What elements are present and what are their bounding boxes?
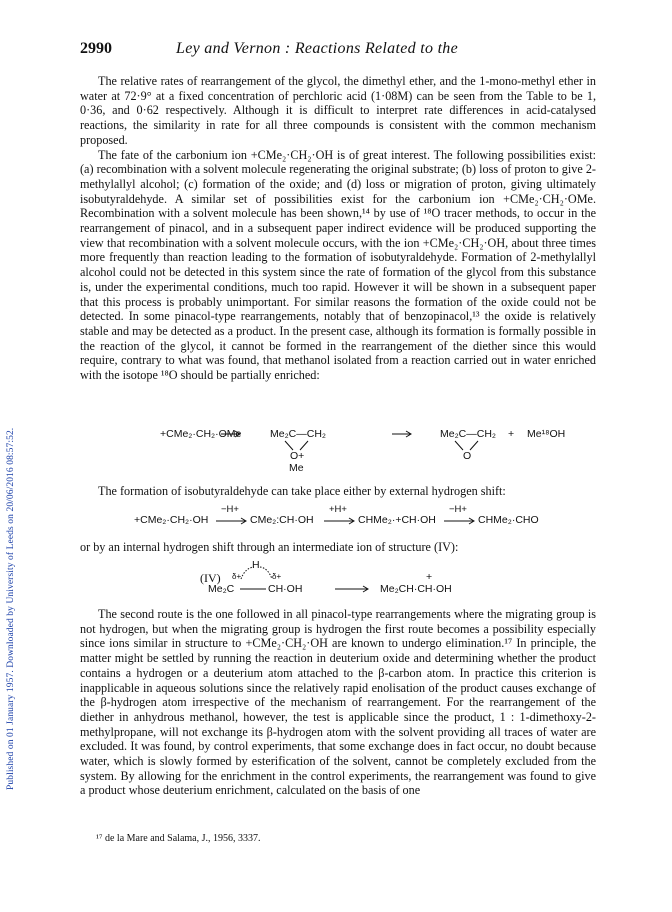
paragraph-external-shift: The formation of isobutyraldehyde can take place either by external hydrogen shift: [98, 484, 506, 498]
scheme-3-right-carbon: CH·OH [268, 583, 303, 595]
scheme-external-hydrogen-shift [80, 504, 596, 534]
paragraph-internal-shift: or by an internal hydrogen shift through an intermediate ion of structure (IV): [80, 540, 459, 554]
text-block-4 [80, 607, 596, 798]
scheme-2-arrow-1-label: −H+ [221, 504, 239, 515]
scheme-1-bonds [80, 428, 596, 476]
scheme-1-intermediate: Me₂C—CH₂ [270, 428, 326, 440]
paragraph-second-route: The second route is the one followed in all pinacol-type rearrangements where the migrating group is not hydrogen, but when the migrating group is hydrogen the first route becomes a possibility especially since ions similar in structure to +CMe₂·CH₂·OH are known to undergo elimination.¹⁷ In principle, the matter might be settled by running the reaction in deuterium oxide and determining whether the product contains a hydrogen or a deuterium atom attached to the β-carbon atom. In practice this criterion is inapplicable in aqueous solutions since the relatively rapid enolisation of the product causes exchange of the β-hydrogen atom irrespective of the mechanism of rearrangement. For the rearrangement of the diether in anhydrous methanol, however, the test is applicable since the product, 1 : 1-dimethoxy-2-methylpropane, will not exchange its β-hydrogen atom with the solvent providing all traces of water are excluded. It was found, by control experiments, that some exchange does in fact occur, no doubt because water, which is slowly formed by esterification of the solvent, cannot be completely excluded from the system. By allowing for the enrichment in the control experiments, the rearrangement was found to give a product whose deuterium enrichment, calculated on the basis of one [80, 607, 596, 798]
scheme-diether-rearrangement [80, 428, 596, 476]
scheme-2-protonated: CHMe₂·+CH·OH [358, 514, 436, 526]
download-watermark-text: Published on 01 January 1957. Downloaded by University of Leeds on 20/06/2016 08:57:52. [6, 427, 16, 790]
scheme-3-label: (IV) [200, 571, 221, 585]
scheme-2-arrow-2-label: +H+ [329, 504, 347, 515]
scheme-1-oxide-oxygen: O [463, 450, 472, 462]
running-title: Ley and Vernon : Reactions Related to the [176, 40, 459, 57]
paragraph-carbonium-fate: The fate of the carbonium ion +CMe₂·CH₂·OH is of great interest. The following possibilities exist: (a) recombination with a solvent molecule regenerating the original substrate; (b) loss of proton to give 2-methylallyl alcohol; (c) formation of the oxide; and (d) loss or migration of proton, giving ultimately isobutyraldehyde. A similar set of possibilities exist for the carbonium ion +CMe₂·CH₂·OMe. Recombination with a solvent molecule has been shown,¹⁴ by use of ¹⁸O tracer methods, to occur in the rearrangement of pinacol, and in a subsequent paper indirect evidence will be produced supporting the view that recombination with a solvent molecule occurs, with the ion +CMe₂·CH₂·OH, about three times more frequently than reaction leading to the formation of isobutyraldehyde. Formation of 2-methylallyl alcohol could not be detected in this system since the rate of formation of the glycol from this substance is, under the experimental conditions, much too rapid. However it will be shown in a subsequent paper that this process is probably unimportant. For similar reasons the formation of the oxide could not be detected. In some pinacol-type rearrangements, notably that of benzopinacol,¹³ the oxide is relatively stable and may be detected as a product. In the present case, although its formation is formally possible in the reaction of the glycol, it cannot be formed in the rearrangement of the diether since this would require, contrary to what was found, that methanol isolated from a reaction carried out in water enriched with the isotope ¹⁸O should be partially enriched: [80, 147, 596, 383]
scheme-3-delta-left: δ+ [232, 572, 242, 581]
scheme-3-product: Me₂CH·CH·OH [380, 583, 452, 595]
scheme-3-product-charge: + [426, 571, 433, 583]
scheme-1-reactant: +CMe₂·CH₂·OMe [160, 428, 242, 440]
text-block-1 [80, 74, 596, 383]
scheme-2-arrow-3-label: −H+ [449, 504, 467, 515]
page-number: 2990 [80, 40, 112, 57]
footnote: ¹⁷ de la Mare and Salama, J., 1956, 3337. [96, 833, 261, 844]
scheme-1-methanol: Me¹⁸OH [527, 428, 566, 440]
scheme-1-plus: + [508, 428, 515, 440]
text-block-3 [80, 540, 596, 555]
paragraph-relative-rates: The relative rates of rearrangement of the glycol, the dimethyl ether, and the 1-mono-methyl ether in water at 72·9° at a fixed concentration of perchloric acid (1·08M) can be seen from the Table to be 1, 0·36, and 0·62 respectively. Although it is difficult to interpret rate differences in acid-catalysed reactions, the similarity in rate for all three compounds is consistent with the common mechanism proposed. [80, 74, 596, 147]
scheme-3-left-carbon: Me₂C [208, 583, 235, 595]
page-header [80, 40, 600, 64]
scheme-internal-hydrogen-shift [80, 559, 596, 601]
scheme-3-bonds [80, 559, 596, 601]
scheme-3-hydrogen: H [252, 559, 260, 571]
scheme-1-oxide: Me₂C—CH₂ [440, 428, 496, 440]
scheme-2-enol: CMe₂:CH·OH [250, 514, 314, 526]
download-watermark [6, 150, 18, 790]
scheme-2-aldehyde: CHMe₂·CHO [478, 514, 539, 526]
scheme-3-delta-right: δ+ [272, 572, 282, 581]
scheme-1-methyl: Me [289, 462, 304, 474]
scheme-2-carbonium-ion: +CMe₂·CH₂·OH [134, 514, 209, 526]
text-block-2 [80, 484, 596, 499]
scheme-1-oxonium: O+ [290, 450, 305, 462]
